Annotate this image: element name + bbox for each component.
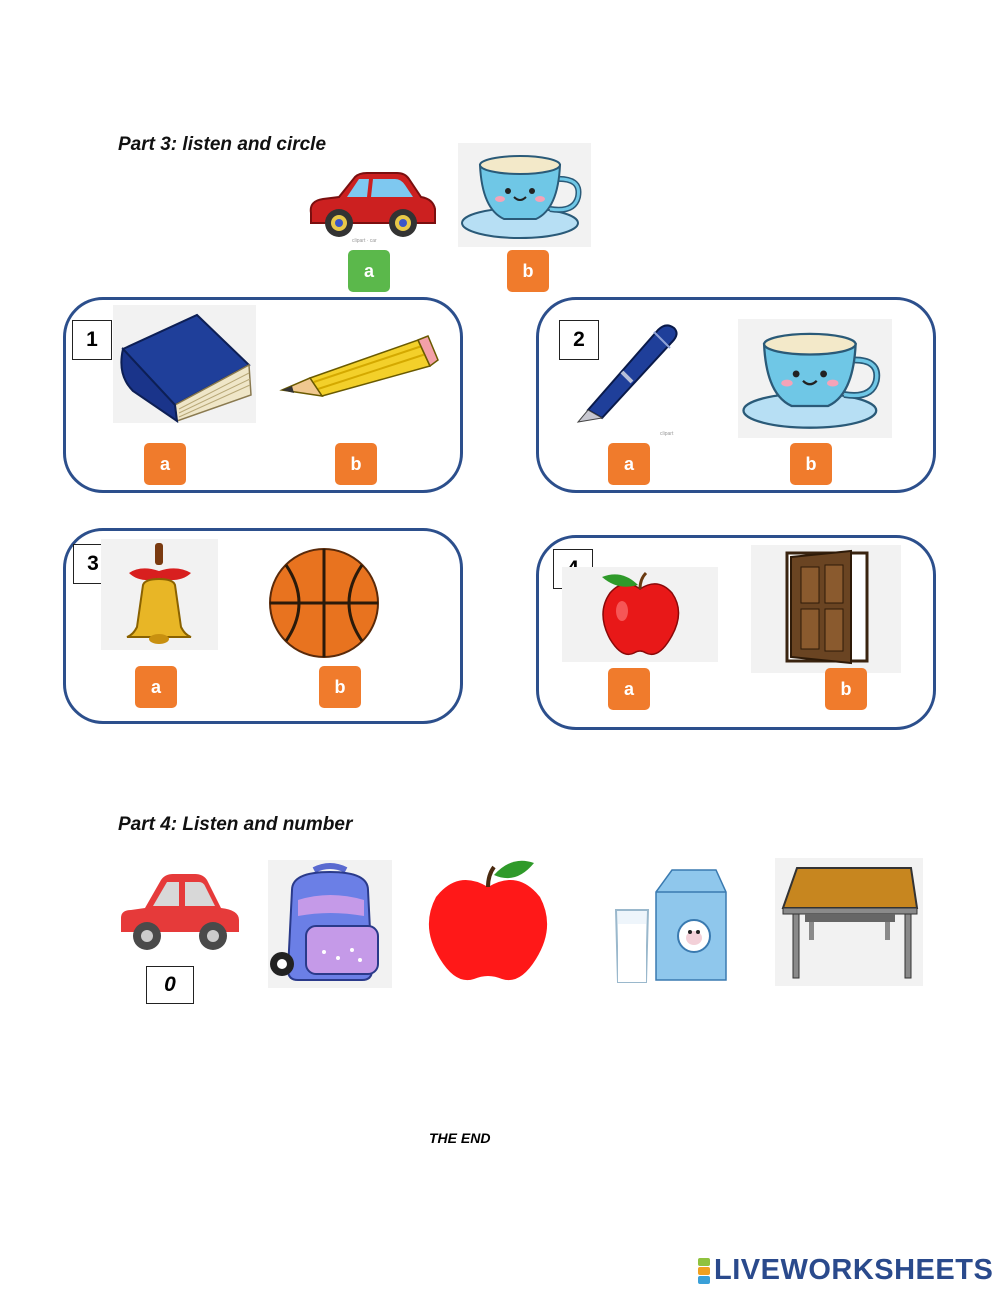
teacup-icon [458,143,591,247]
apple-image [562,567,718,662]
car-icon [117,870,243,958]
bell-image [101,539,218,650]
question-1-option-b-button[interactable]: b [335,443,377,485]
part4-heading: Part 4: Listen and number [118,814,353,835]
question-2-option-b-button[interactable]: b [790,443,832,485]
apple-icon [424,855,552,989]
logo-grid-icon [698,1258,710,1284]
teacup-image [458,143,591,247]
car-caption: clipart · car [352,238,377,244]
example-option-b-button[interactable]: b [507,250,549,292]
logo-text: LIVEWORKSHEETS [714,1254,994,1286]
apple-icon [562,567,718,662]
question-3-option-a-button[interactable]: a [135,666,177,708]
part3-heading: Part 3: listen and circle [118,134,327,155]
question-1-number: 1 [72,320,112,360]
door-image [751,545,901,673]
question-4-option-a-button[interactable]: a [608,668,650,710]
question-3-option-b-button[interactable]: b [319,666,361,708]
example-option-a-button[interactable]: a [348,250,390,292]
example-answer-box: 0 [146,966,194,1004]
pencil-icon [278,332,440,400]
pen-caption: clipart [660,431,674,437]
question-2-number: 2 [559,320,599,360]
question-3-number: 3 [73,544,113,584]
book-image [113,305,256,423]
teacup-icon [738,319,892,438]
car-icon [305,165,437,245]
school-bag-image [268,860,392,988]
pen-icon [574,318,684,424]
question-1-option-a-button[interactable]: a [144,443,186,485]
basketball-icon [268,547,380,659]
school-bag-icon [268,860,392,988]
desk-image [775,858,923,986]
book-icon [113,305,256,423]
liveworksheets-logo [698,1254,993,1287]
question-4-option-b-button[interactable]: b [825,668,867,710]
end-text: THE END [429,1130,491,1146]
teacup-image-2 [738,319,892,438]
question-2-option-a-button[interactable]: a [608,443,650,485]
desk-icon [775,858,923,986]
bell-icon [101,539,218,650]
door-icon [751,545,901,673]
milk-icon [612,866,730,986]
